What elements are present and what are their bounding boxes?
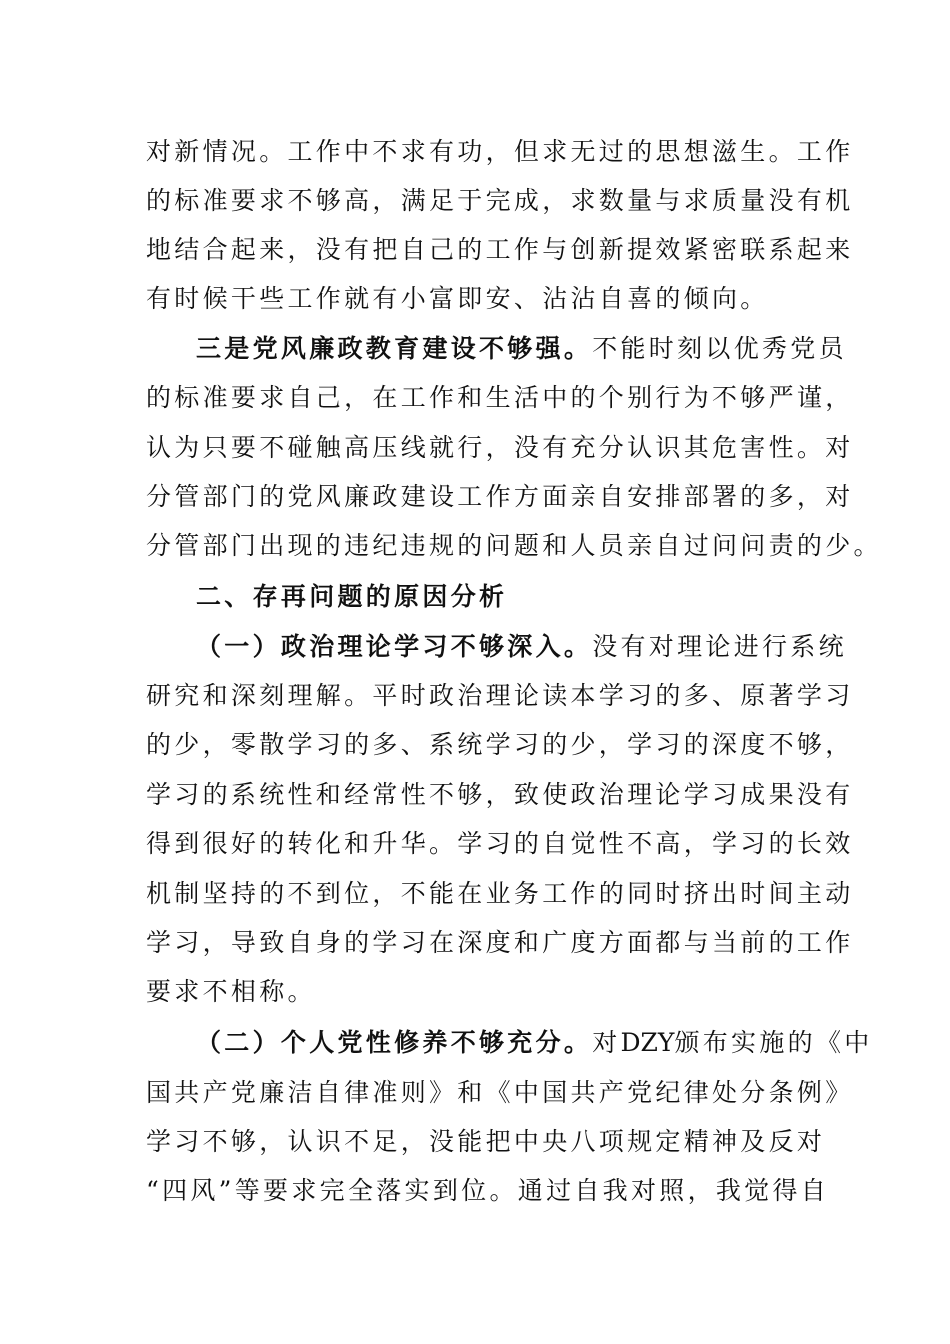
subsection-heading: （一）政治理论学习不够深入。: [196, 632, 593, 661]
section-title: 二、存再问题的原因分析: [196, 582, 508, 611]
section-title-line: [196, 577, 876, 617]
paragraph-line: [146, 526, 882, 566]
paragraph-line: [146, 1171, 830, 1211]
paragraph-line: [146, 279, 826, 319]
line-text: 的标准要求自己，在工作和生活中的个别行为不够严谨，: [146, 383, 854, 412]
subsection-heading: （二）个人党性修养不够充分。: [196, 1028, 593, 1057]
paragraph-line: [146, 1122, 826, 1162]
paragraph-line: [146, 824, 854, 864]
line-text: 国共产党廉洁自律准则》和《中国共产党纪律处分条例》: [146, 1078, 854, 1107]
line-text: 分管部门出现的违纪违规的问题和人员亲自过问问责的少。: [146, 531, 882, 560]
paragraph-line: [146, 676, 854, 716]
line-text: 的少，零散学习的多、系统学习的少，学习的深度不够，: [146, 730, 854, 759]
paragraph-line: [146, 230, 854, 270]
paragraph-first-line: [196, 1023, 876, 1063]
paragraph-line: [146, 725, 854, 765]
line-text: 颁布实施的《中: [674, 1028, 873, 1057]
paragraph-line: [146, 923, 854, 963]
paragraph-first-line: [196, 329, 876, 369]
paragraph-line: [146, 972, 826, 1012]
line-text: 要求不相称。: [146, 977, 316, 1006]
line-text: 分管部门的党风廉政建设工作方面亲自安排部署的多，对: [146, 482, 854, 511]
paragraph-line: [146, 132, 854, 172]
paragraph-line: [146, 428, 854, 468]
paragraph-line: [146, 477, 854, 517]
line-text: 学习不够，认识不足，没能把中央八项规定精神及反对: [146, 1127, 826, 1156]
line-text: 没有对理论进行系统: [592, 632, 847, 661]
line-text: 地结合起来，没有把自己的工作与创新提效紧密联系起来: [146, 235, 854, 264]
latin-term: DZY: [620, 1028, 675, 1057]
line-text: 对新情况。工作中不求有功，但求无过的思想滋生。工作: [146, 137, 854, 166]
paragraph-line: [146, 378, 854, 418]
paragraph-line: [146, 1073, 854, 1113]
line-text: 研究和深刻理解。平时政治理论读本学习的多、原著学习: [146, 681, 854, 710]
paragraph-line: [146, 775, 854, 815]
line-text: 得到很好的转化和升华。学习的自觉性不高，学习的长效: [146, 829, 854, 858]
line-text: “四风”等要求完全落实到位。通过自我对照，我觉得自: [146, 1176, 830, 1205]
line-text: 机制坚持的不到位，不能在业务工作的同时挤出时间主动: [146, 879, 854, 908]
paragraph-line: [146, 181, 854, 221]
line-text: 不能时刻以优秀党员: [592, 334, 847, 363]
line-text: 认为只要不碰触高压线就行，没有充分认识其危害性。对: [146, 433, 854, 462]
line-text: 学习，导致自身的学习在深度和广度方面都与当前的工作: [146, 928, 854, 957]
paragraph-first-line: [196, 627, 876, 667]
paragraph-line: [146, 874, 854, 914]
line-text: 的标准要求不够高，满足于完成，求数量与求质量没有机: [146, 186, 854, 215]
line-text: 对: [592, 1028, 621, 1057]
line-text: 学习的系统性和经常性不够，致使政治理论学习成果没有: [146, 780, 854, 809]
section-heading: 三是党风廉政教育建设不够强。: [196, 334, 593, 363]
line-text: 有时候干些工作就有小富即安、沾沾自喜的倾向。: [146, 284, 769, 313]
